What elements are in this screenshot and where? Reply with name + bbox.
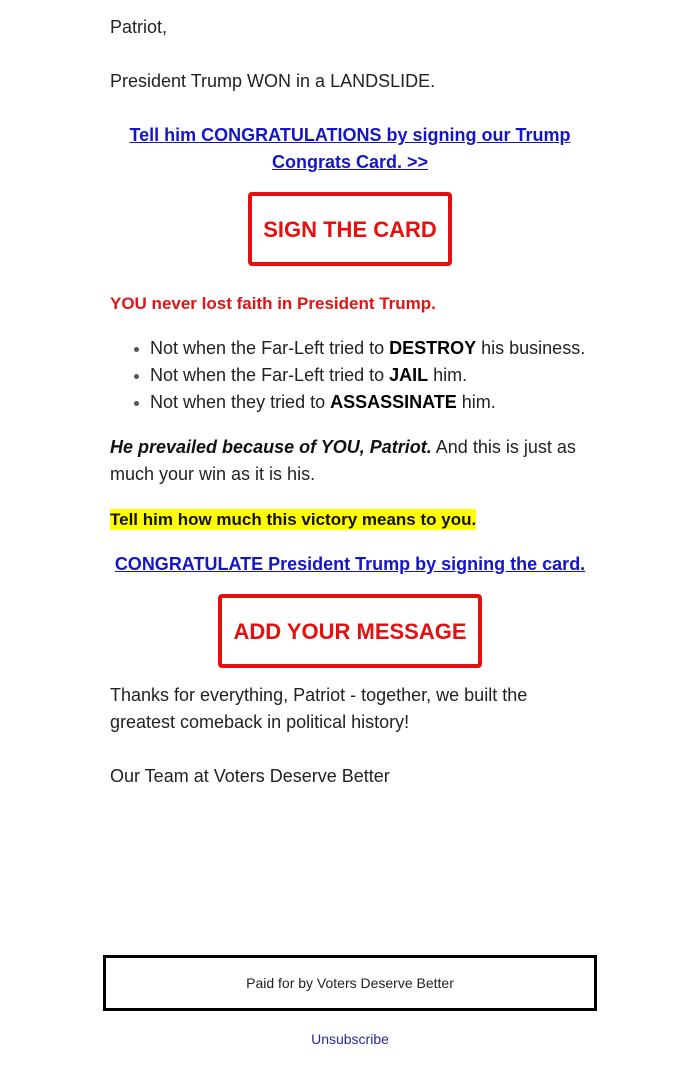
landslide-line: President Trump WON in a LANDSLIDE.	[110, 71, 436, 91]
congratulate-link[interactable]: CONGRATULATE President Trump by signing the card.	[114, 554, 586, 574]
congrats-card-link[interactable]: Tell him CONGRATULATIONS by signing our Trump Congrats Card. >>	[129, 125, 571, 172]
bullet-text: Not when the Far-Left tried to	[150, 365, 390, 385]
add-your-message-button[interactable]: ADD YOUR MESSAGE	[218, 594, 482, 668]
paid-for-text: Paid for by Voters Deserve Better	[246, 975, 454, 991]
bullet-text: him.	[428, 365, 468, 385]
bullet-bold: JAIL	[389, 365, 429, 385]
faith-heading: YOU never lost faith in President Trump.	[110, 294, 436, 313]
unsubscribe-link[interactable]: Unsubscribe	[311, 1031, 389, 1047]
congrats-card-link-container	[110, 122, 590, 176]
paid-for-disclaimer	[103, 955, 597, 1011]
bullet-list	[110, 335, 585, 416]
unsubscribe-container	[0, 1031, 700, 1047]
bullet-text: Not when the Far-Left tried to	[150, 338, 390, 358]
list-item	[150, 335, 585, 362]
highlight-text: Tell him how much this victory means to you.	[110, 510, 477, 529]
list-item	[150, 362, 585, 389]
prevailed-emphasis: He prevailed because of YOU, Patriot.	[110, 437, 432, 457]
signature: Our Team at Voters Deserve Better	[110, 766, 390, 786]
highlight-line	[110, 506, 476, 533]
thanks-paragraph: Thanks for everything, Patriot - together, we built the greatest comeback in political history!	[110, 685, 528, 732]
bullet-text: his business.	[476, 338, 586, 358]
prevailed-rest: And this is just as much your win as it is his.	[110, 437, 576, 484]
bullet-text: Not when they tried to	[150, 392, 331, 412]
prevailed-paragraph	[110, 434, 590, 488]
bullet-text: him.	[456, 392, 496, 412]
congratulate-link-container	[110, 551, 590, 578]
sign-the-card-button[interactable]: SIGN THE CARD	[248, 192, 452, 266]
list-item	[150, 389, 585, 416]
bullet-bold: DESTROY	[389, 338, 477, 358]
bullet-bold: ASSASSINATE	[330, 392, 457, 412]
greeting: Patriot,	[110, 17, 168, 37]
